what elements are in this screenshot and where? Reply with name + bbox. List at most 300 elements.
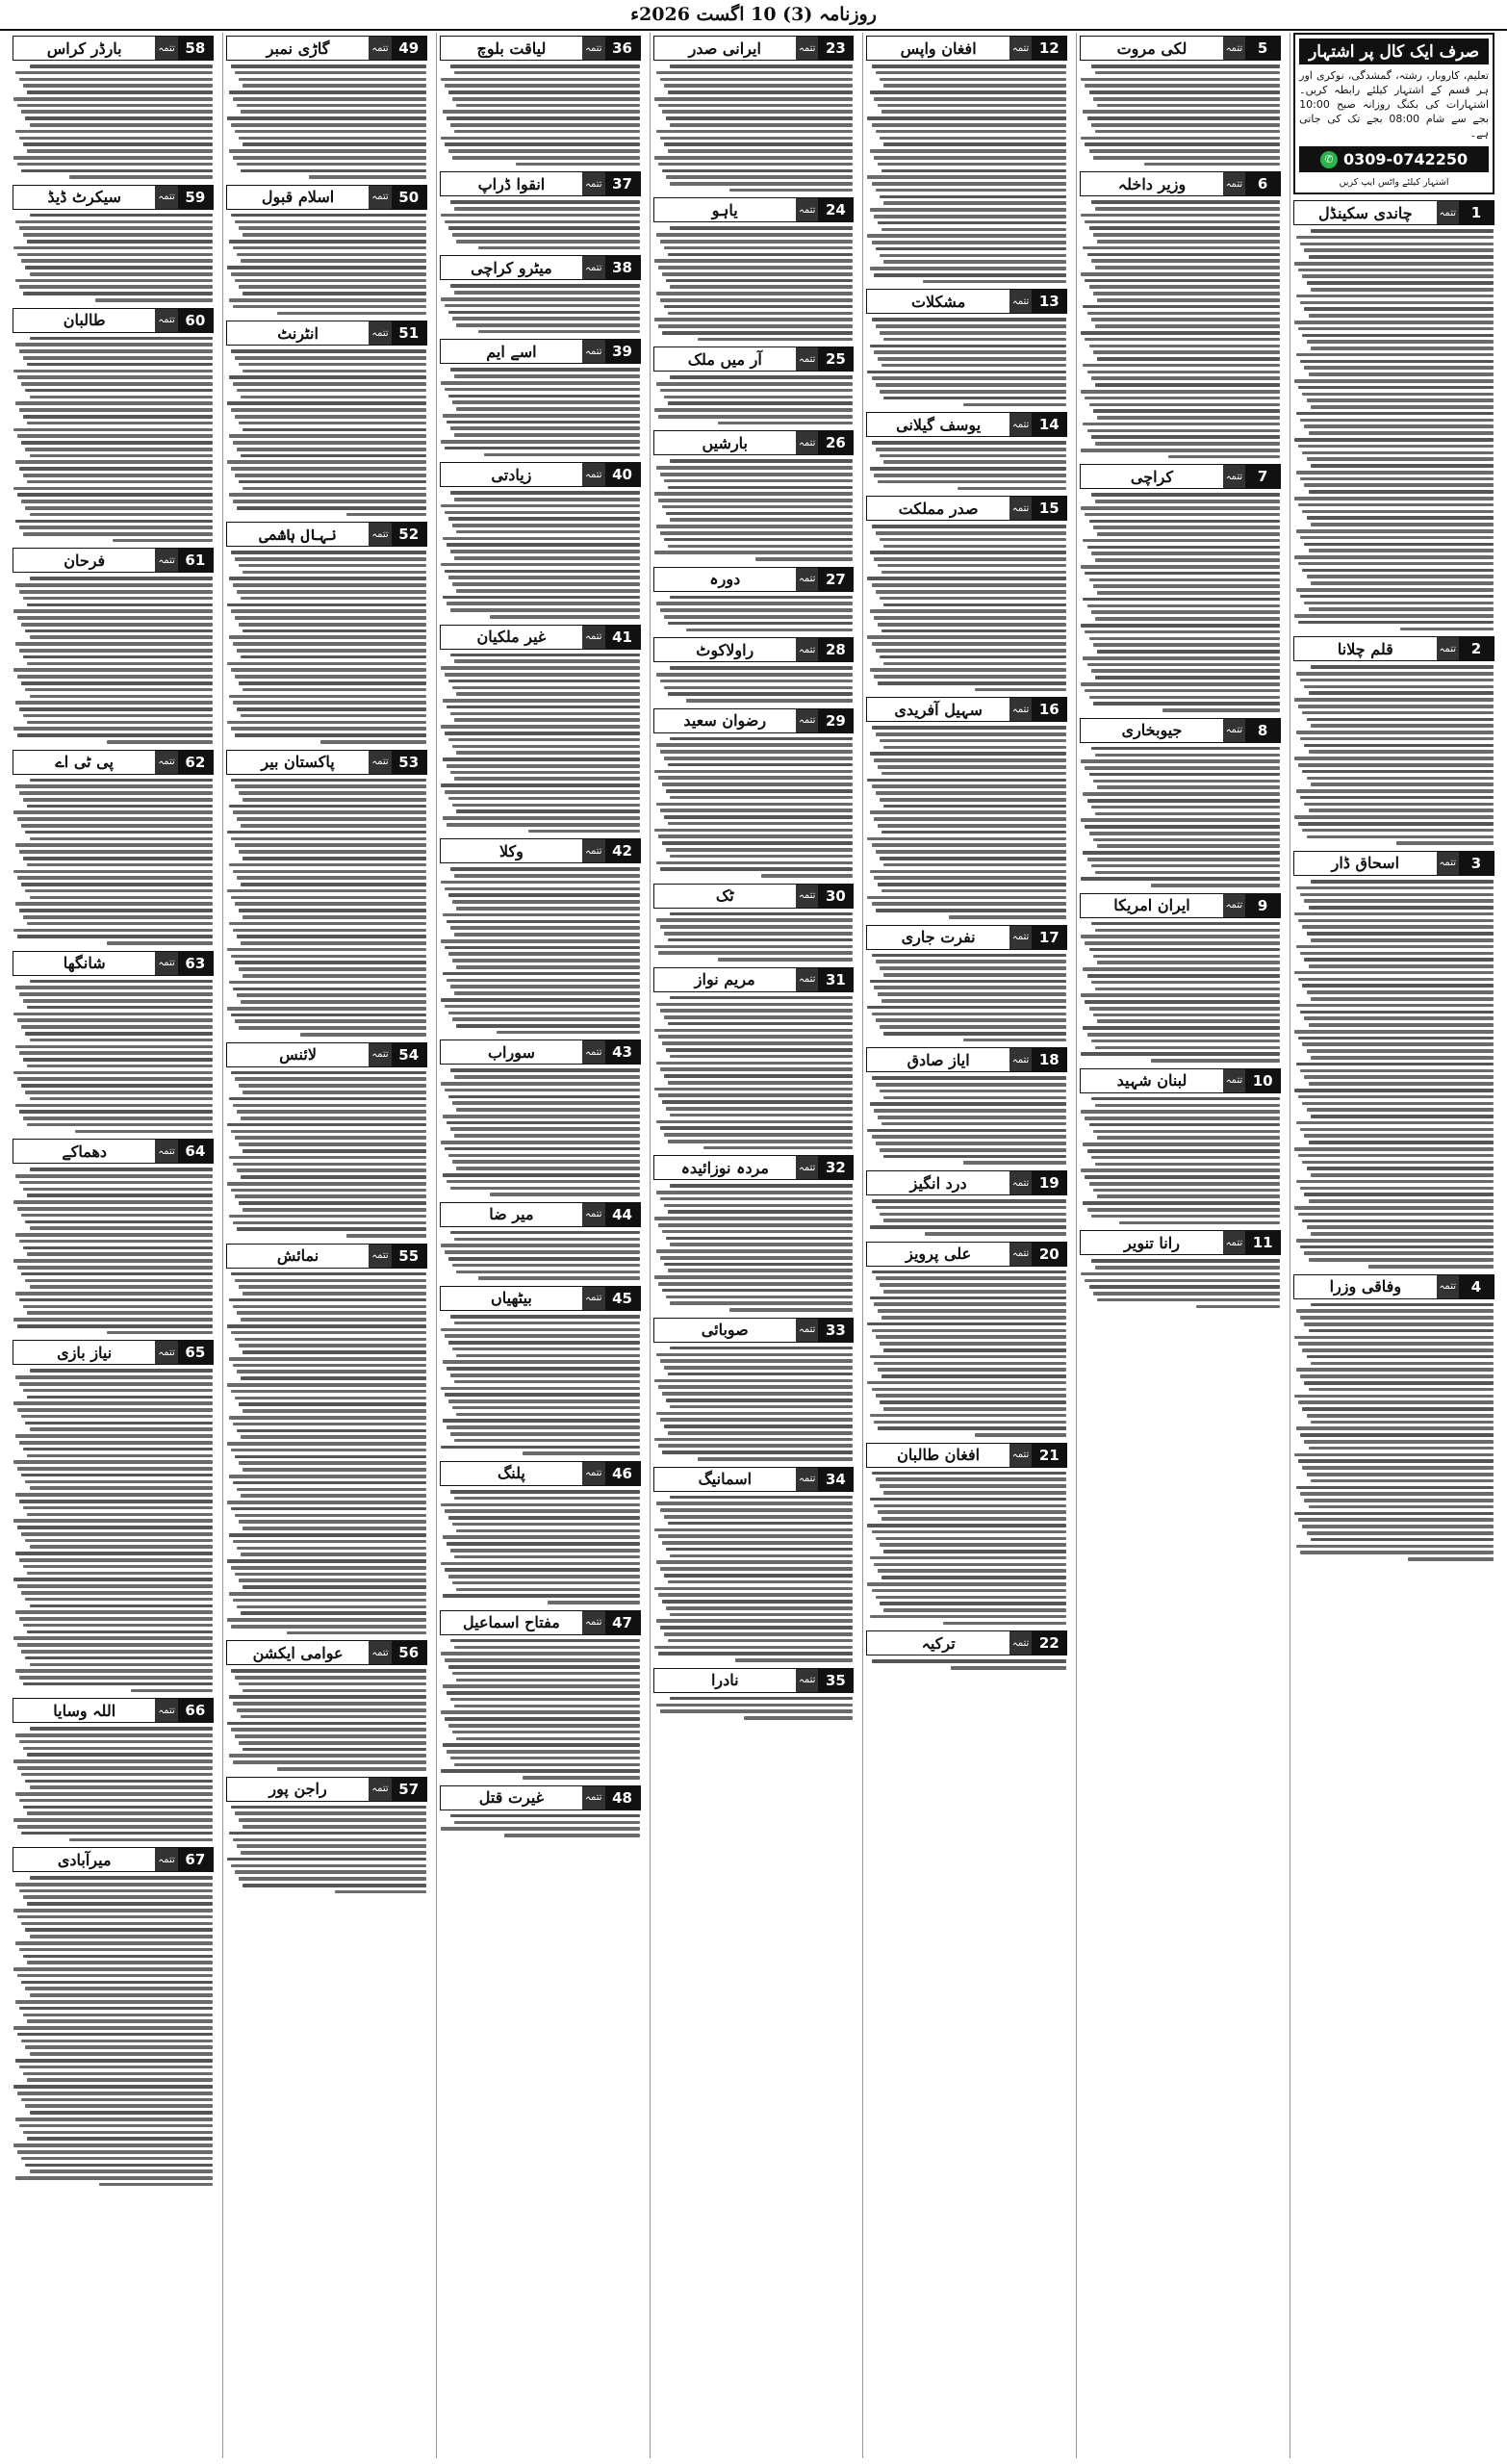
text-line	[15, 343, 213, 346]
text-line	[668, 401, 853, 405]
story-tag: تتمہ	[796, 431, 818, 454]
text-line	[447, 764, 640, 768]
story-body	[866, 1269, 1067, 1439]
text-line	[21, 623, 213, 627]
text-line	[448, 738, 640, 742]
text-line	[664, 757, 854, 760]
text-line	[878, 623, 1067, 627]
text-line	[1300, 1492, 1494, 1496]
text-line	[1302, 1407, 1494, 1411]
text-line	[448, 226, 640, 230]
text-line	[13, 1519, 213, 1523]
text-line	[1298, 978, 1494, 982]
story-body	[653, 1695, 855, 1722]
text-line	[27, 1454, 212, 1458]
text-line	[15, 1434, 213, 1438]
text-line	[19, 226, 213, 230]
text-line	[239, 850, 425, 854]
text-line	[227, 460, 426, 464]
text-line	[243, 798, 425, 802]
text-line	[1294, 555, 1494, 559]
text-line	[1091, 318, 1281, 321]
text-line	[963, 1161, 1067, 1165]
text-line	[1294, 379, 1494, 383]
text-line	[548, 1601, 639, 1604]
news-story	[13, 1698, 214, 1843]
text-line	[452, 582, 639, 586]
text-line	[235, 1734, 426, 1738]
text-line	[233, 1599, 426, 1603]
text-line	[872, 843, 1067, 847]
text-line	[239, 285, 425, 289]
text-line	[25, 1539, 212, 1543]
text-line	[227, 1383, 426, 1387]
text-line	[1081, 1168, 1280, 1172]
text-line	[1300, 301, 1494, 305]
text-line	[1081, 759, 1280, 763]
text-line	[454, 874, 639, 878]
text-line	[13, 246, 213, 250]
text-line	[448, 952, 640, 956]
text-line	[867, 1006, 1066, 1010]
text-line	[21, 1084, 213, 1088]
text-line	[662, 331, 854, 335]
text-line	[1298, 269, 1494, 272]
text-line	[1368, 1265, 1494, 1269]
text-line	[239, 137, 425, 141]
text-line	[456, 323, 639, 327]
text-line	[880, 798, 1066, 802]
text-line	[19, 285, 213, 289]
story-heading	[440, 1785, 641, 1810]
text-line	[1093, 1130, 1280, 1134]
news-story	[866, 697, 1067, 920]
text-line	[23, 1682, 213, 1686]
text-line	[1298, 1095, 1494, 1099]
text-line	[1085, 766, 1280, 770]
text-line	[233, 1702, 426, 1706]
text-line	[660, 137, 854, 141]
text-line	[447, 1121, 640, 1125]
text-line	[233, 870, 426, 874]
text-line	[654, 1587, 854, 1591]
text-line	[452, 1264, 639, 1268]
text-line	[729, 189, 853, 192]
text-line	[233, 441, 426, 445]
text-line	[21, 1591, 213, 1595]
text-line	[872, 1659, 1067, 1663]
text-line	[880, 454, 1066, 458]
text-line	[1311, 1115, 1494, 1118]
story-tag: تتمہ	[1009, 37, 1032, 60]
text-line	[30, 1545, 213, 1549]
text-line	[1300, 1316, 1494, 1320]
text-line	[23, 1747, 213, 1751]
story-heading	[1080, 893, 1281, 918]
text-line	[227, 1123, 426, 1127]
text-line	[1307, 932, 1494, 936]
text-line	[1089, 226, 1281, 230]
text-line	[445, 1005, 640, 1009]
text-line	[1311, 1479, 1494, 1483]
column	[650, 33, 857, 2458]
text-line	[19, 1676, 213, 1680]
text-line	[1309, 314, 1494, 318]
text-line	[872, 726, 1067, 730]
text-line	[237, 876, 426, 880]
text-line	[237, 253, 426, 257]
text-line	[107, 740, 213, 744]
story-number: 18	[1032, 1048, 1066, 1071]
story-heading	[226, 1042, 427, 1067]
news-story	[653, 1467, 855, 1664]
text-line	[656, 1560, 854, 1564]
text-line	[874, 1563, 1067, 1567]
text-line	[1298, 1400, 1494, 1404]
text-line	[25, 448, 212, 451]
ad-phone[interactable]	[1299, 146, 1489, 172]
text-line	[1309, 1082, 1494, 1086]
text-line	[1087, 429, 1281, 433]
text-line	[660, 1067, 854, 1071]
text-line	[1081, 877, 1280, 881]
story-title: دھماکے	[62, 1142, 108, 1161]
masthead: روزنامہ (3) 10 اگست 2026ء	[0, 0, 1507, 31]
story-title: مریم نواز	[694, 970, 755, 989]
text-line	[21, 1532, 213, 1536]
text-line	[27, 721, 212, 725]
story-heading	[866, 1170, 1067, 1195]
text-line	[660, 1126, 854, 1130]
story-body	[13, 1166, 214, 1336]
text-line	[448, 797, 640, 801]
news-story	[1080, 718, 1281, 889]
text-line	[452, 1017, 639, 1021]
story-body	[440, 489, 641, 620]
text-line	[241, 1116, 425, 1120]
text-line	[1307, 575, 1494, 578]
text-line	[666, 1548, 853, 1552]
text-line	[17, 1974, 213, 1978]
text-line	[235, 1397, 426, 1400]
text-line	[872, 902, 1067, 906]
text-line	[1302, 925, 1494, 929]
text-line	[30, 1097, 213, 1101]
text-line	[233, 701, 426, 705]
text-line	[878, 824, 1067, 828]
text-line	[450, 1490, 640, 1494]
text-line	[441, 783, 640, 787]
text-line	[13, 1318, 213, 1322]
text-line	[229, 1215, 426, 1219]
text-line	[670, 1301, 853, 1305]
story-body	[440, 1229, 641, 1282]
text-line	[1302, 1102, 1494, 1106]
text-line	[1296, 529, 1494, 533]
story-title: رضوان سعید	[683, 711, 767, 731]
text-line	[660, 608, 854, 612]
text-line	[666, 279, 853, 283]
text-line	[867, 1129, 1066, 1133]
text-line	[448, 1257, 640, 1261]
text-line	[229, 434, 426, 438]
text-line	[443, 1115, 640, 1118]
story-tag: تتمہ	[796, 638, 818, 661]
text-line	[1311, 1303, 1494, 1307]
text-line	[229, 1832, 426, 1835]
news-story	[866, 1047, 1067, 1167]
text-line	[237, 1370, 426, 1373]
news-story	[866, 925, 1067, 1044]
text-line	[454, 1555, 639, 1559]
text-line	[1294, 1030, 1494, 1034]
story-number: 17	[1032, 926, 1066, 949]
story-body	[440, 1812, 641, 1839]
text-line	[227, 1501, 426, 1504]
story-body	[226, 347, 427, 518]
story-heading	[653, 967, 855, 992]
text-line	[13, 1013, 213, 1016]
text-line	[1309, 1388, 1494, 1392]
text-line	[233, 1540, 426, 1544]
text-line	[441, 1652, 640, 1656]
text-line	[881, 831, 1066, 834]
text-line	[656, 1353, 854, 1357]
text-line	[878, 480, 1067, 484]
news-story	[13, 1139, 214, 1336]
news-story	[866, 412, 1067, 492]
text-line	[21, 2040, 213, 2043]
text-line	[878, 992, 1067, 996]
text-line	[874, 1362, 1067, 1366]
text-line	[872, 241, 1067, 244]
text-line	[21, 1773, 213, 1777]
text-line	[735, 1658, 853, 1662]
story-tag: تتمہ	[369, 523, 391, 546]
story-heading	[13, 36, 214, 61]
text-line	[874, 1421, 1067, 1424]
text-line	[874, 350, 1067, 354]
text-line	[17, 1584, 213, 1588]
text-line	[21, 824, 213, 828]
story-tag: تتمہ	[369, 37, 391, 60]
text-line	[19, 791, 213, 795]
text-line	[881, 889, 1066, 893]
text-line	[443, 913, 640, 917]
text-line	[883, 1407, 1066, 1411]
text-line	[23, 1305, 213, 1309]
text-line	[872, 1199, 1067, 1203]
story-number: 65	[178, 1341, 213, 1364]
text-line	[19, 526, 213, 529]
text-line	[876, 1537, 1067, 1541]
text-line	[1296, 1121, 1494, 1125]
story-title: دورہ	[709, 570, 741, 589]
text-line	[241, 655, 425, 659]
text-line	[227, 1858, 426, 1861]
text-line	[17, 493, 213, 497]
story-number: 55	[392, 1245, 426, 1268]
text-line	[523, 1776, 640, 1780]
text-line	[454, 1439, 639, 1443]
text-line	[30, 896, 213, 900]
story-number: 7	[1245, 465, 1280, 488]
text-line	[21, 883, 213, 886]
story-heading	[1293, 851, 1494, 876]
text-line	[664, 1574, 854, 1578]
text-line	[1087, 116, 1281, 120]
story-title: لیاقت بلوچ	[476, 38, 547, 58]
story-number: 61	[178, 549, 213, 572]
story-tag: تتمہ	[796, 1468, 818, 1491]
story-title: چاندی سکینڈل	[1318, 203, 1413, 222]
text-line	[231, 668, 426, 672]
text-line	[874, 758, 1067, 762]
text-line	[17, 1077, 213, 1081]
text-line	[867, 1582, 1066, 1586]
story-number: 30	[818, 885, 853, 908]
text-line	[1298, 822, 1494, 826]
text-line	[320, 740, 426, 744]
text-line	[1302, 829, 1494, 833]
text-line	[668, 822, 853, 826]
text-line	[233, 642, 426, 646]
story-body	[1293, 878, 1494, 1270]
text-line	[656, 1191, 854, 1194]
story-tag: تتمہ	[1009, 1444, 1032, 1467]
text-line	[237, 1429, 426, 1433]
text-line	[241, 396, 425, 399]
text-line	[445, 790, 640, 794]
text-line	[1095, 754, 1280, 757]
text-line	[660, 680, 854, 683]
text-line	[454, 374, 639, 378]
text-line	[1296, 588, 1494, 592]
text-line	[13, 1967, 213, 1971]
text-line	[454, 659, 639, 663]
story-body	[440, 366, 641, 458]
text-line	[880, 1400, 1066, 1404]
text-line	[21, 681, 213, 685]
text-line	[1298, 386, 1494, 390]
text-line	[1081, 272, 1280, 276]
news-story	[1293, 851, 1494, 1270]
text-line	[1162, 708, 1280, 712]
text-line	[241, 1318, 425, 1322]
text-line	[1300, 1011, 1494, 1014]
text-line	[235, 1811, 426, 1815]
text-line	[876, 189, 1067, 192]
news-story	[226, 1244, 427, 1637]
text-line	[17, 1526, 213, 1529]
text-line	[1091, 1215, 1281, 1219]
text-line	[1309, 906, 1494, 910]
text-line	[1093, 955, 1280, 959]
text-line	[452, 900, 639, 904]
text-line	[1307, 1414, 1494, 1418]
text-line	[452, 959, 639, 962]
text-line	[1311, 1362, 1494, 1366]
text-line	[664, 305, 854, 309]
text-line	[17, 1467, 213, 1471]
text-line	[456, 1354, 639, 1358]
text-line	[654, 318, 854, 321]
story-body	[440, 865, 641, 1036]
text-line	[229, 149, 426, 153]
text-line	[239, 78, 425, 82]
text-line	[445, 511, 640, 515]
text-line	[243, 233, 425, 237]
text-line	[1296, 1239, 1494, 1243]
story-body	[866, 316, 1067, 408]
text-line	[25, 1220, 212, 1224]
text-line	[237, 1110, 426, 1114]
news-story	[226, 1042, 427, 1240]
story-heading	[226, 1777, 427, 1802]
text-line	[450, 1814, 640, 1818]
text-line	[235, 1514, 426, 1518]
text-line	[1296, 731, 1494, 734]
text-line	[876, 448, 1067, 451]
text-line	[1095, 71, 1280, 75]
text-line	[1304, 366, 1494, 370]
text-line	[235, 1136, 426, 1140]
text-line	[113, 539, 212, 543]
column	[10, 33, 217, 2458]
text-line	[30, 1226, 213, 1230]
story-heading	[226, 1244, 427, 1269]
story-number: 2	[1459, 637, 1494, 660]
text-line	[17, 434, 213, 438]
text-line	[443, 1684, 640, 1688]
text-line	[1089, 637, 1281, 641]
text-line	[452, 317, 639, 321]
text-line	[881, 364, 1066, 368]
text-line	[872, 642, 1067, 646]
story-number: 54	[392, 1043, 426, 1066]
text-line	[445, 1250, 640, 1254]
text-line	[19, 408, 213, 412]
text-line	[668, 1431, 853, 1435]
story-number: 58	[178, 37, 213, 60]
text-line	[658, 1652, 854, 1656]
text-line	[227, 721, 426, 725]
text-line	[21, 2157, 213, 2161]
text-line	[1095, 1266, 1280, 1270]
story-heading	[440, 462, 641, 487]
text-line	[30, 1935, 213, 1938]
story-number: 15	[1032, 497, 1066, 520]
story-tag: تتمہ	[582, 172, 604, 195]
text-line	[227, 831, 426, 834]
text-line	[448, 1012, 640, 1015]
text-line	[1304, 424, 1494, 428]
text-line	[1081, 331, 1280, 335]
text-line	[1304, 685, 1494, 689]
text-line	[654, 829, 854, 833]
text-line	[229, 1592, 426, 1596]
text-line	[241, 1494, 425, 1498]
text-line	[27, 1513, 212, 1517]
column	[1290, 33, 1497, 2458]
story-heading	[866, 697, 1067, 722]
text-line	[703, 1146, 853, 1150]
news-story	[13, 308, 214, 545]
text-line	[1296, 1545, 1494, 1549]
text-line	[454, 433, 639, 437]
text-line	[229, 1416, 426, 1420]
news-story	[226, 36, 427, 181]
